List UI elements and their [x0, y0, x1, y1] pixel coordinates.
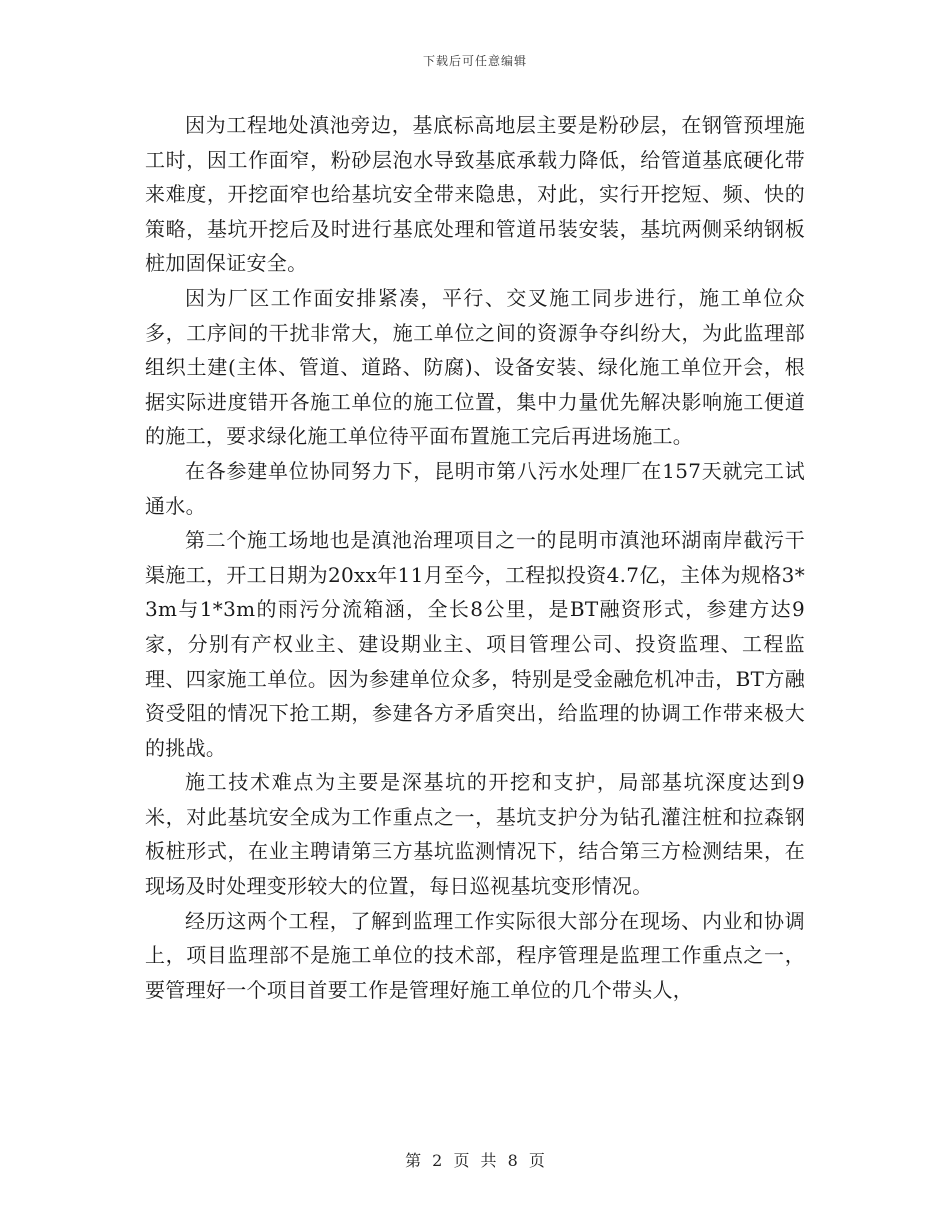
paragraph: 施工技术难点为主要是深基坑的开挖和支护，局部基坑深度达到9米，对此基坑安全成为工作重点之一，基坑支护分为钻孔灌注桩和拉森钢板桩形式，在业主聘请第三方基坑监测情况下，结合第三方检测结果，在现场及时处理变形较大的位置，每日巡视基坑变形情况。	[145, 770, 805, 899]
page-number: 第 2 页 共 8 页	[405, 1151, 545, 1170]
document-body	[145, 108, 805, 1007]
paragraph: 在各参建单位协同努力下，昆明市第八污水处理厂在157天就完工试通水。	[145, 458, 805, 518]
paragraph: 经历这两个工程，了解到监理工作实际很大部分在现场、内业和协调上，项目监理部不是施工单位的技术部，程序管理是监理工作重点之一，要管理好一个项目首要工作是管理好施工单位的几个带头人，	[145, 908, 805, 1002]
page-header: 下载后可任意编辑	[422, 54, 527, 68]
paragraph: 因为工程地处滇池旁边，基底标高地层主要是粉砂层，在钢管预埋施工时，因工作面窄，粉砂层泡水导致基底承载力降低，给管道基底硬化带来难度，开挖面窄也给基坑安全带来隐患，对此，实行开挖短、频、快的策略，基坑开挖后及时进行基底处理和管道吊装安装，基坑两侧采纳钢板桩加固保证安全。	[145, 113, 805, 276]
paragraph: 因为厂区工作面安排紧凑，平行、交叉施工同步进行，施工单位众多，工序间的干扰非常大，施工单位之间的资源争夺纠纷大，为此监理部组织土建(主体、管道、道路、防腐)、设备安装、绿化施工单位开会，根据实际进度错开各施工单位的施工位置，集中力量优先解决影响施工便道的施工，要求绿化施工单位待平面布置施工完后再进场施工。	[145, 285, 805, 449]
paragraph: 第二个施工场地也是滇池治理项目之一的昆明市滇池环湖南岸截污干渠施工，开工日期为20xx年11月至今，工程拟投资4.7亿，主体为规格3*3m与1*3m的雨污分流箱涵，全长8公里，是BT融资形式，参建方达9家，分别有产权业主、建设期业主、项目管理公司、投资监理、工程监理、四家施工单位。因为参建单位众多，特别是受金融危机冲击，BT方融资受阻的情况下抢工期，参建各方矛盾突出，给监理的协调工作带来极大的挑战。	[145, 528, 805, 760]
